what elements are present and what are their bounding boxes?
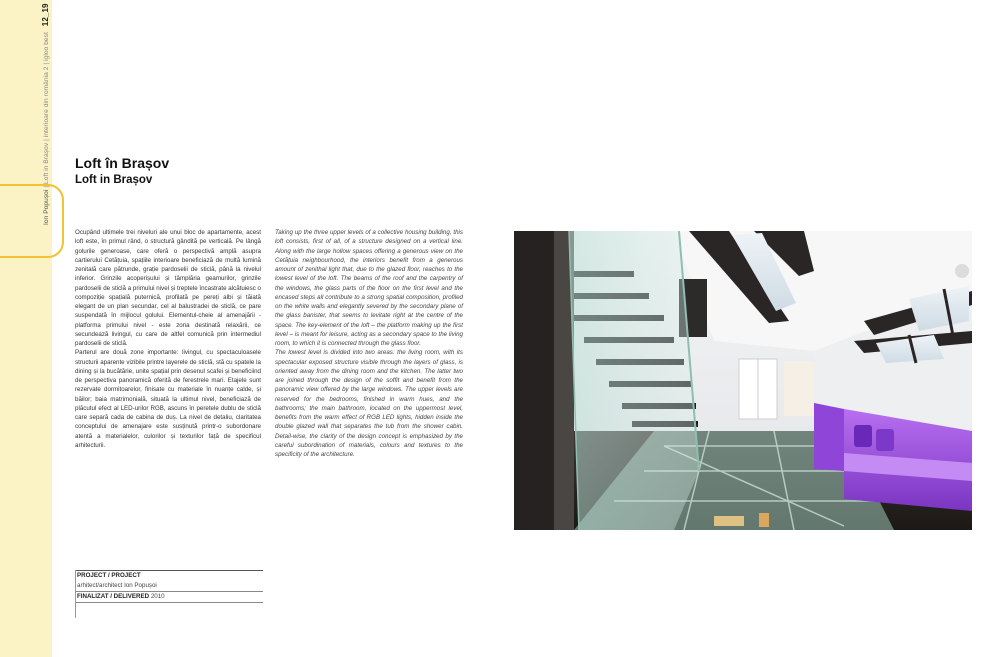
project-label: PROJECT / PROJECT bbox=[77, 572, 141, 579]
running-head-separator: | bbox=[43, 183, 50, 188]
paragraph-ro-1: Ocupând ultimele trei niveluri ale unui bloc de apartamente, acest loft este, în primul rând, o structură gândită pe verticală. Pe lângă golurile generoase, care oferă o perspectivă amplă asupra cartierului Cetățuia, spațiile interioare beneficiază de multă lumină zenitală care pătrunde, grație pardoselii de sticlă, până la nivelul inferior. Grinzile acoperișului și tâmplăria geamurilor, grinzile pardoselii de sticlă a primului nivel și treptele încastrate alcătuiesc o compoziție spațială puternică, profilată pe pereți albi și tăiată elegant de un plan secundar, cel al balustradei de sticlă, ce pare suspendată în mijlocul golului. Elementul-cheie al amenajării - platforma primului nivel - este zona destinată relaxării, ce secundează livingul, cu care de altfel comunică prin intermediul pardoselii de sticlă. bbox=[75, 229, 261, 347]
body-text-romanian bbox=[75, 228, 261, 450]
delivered-year: 2010 bbox=[150, 593, 165, 600]
credits-left-rule bbox=[75, 570, 76, 618]
paragraph-ro-2: Parterul are două zone importante: livingul, cu spectaculoasele structurii aparente vizibile printre layerele de sticlă, stă cu spatele la dining și la bucătărie, unite spațial prin desenul scafei și beneficiind de perspectiva panoramică oferită de ferestrele mari. Etajele sunt rezervate dormitoarelor, finisate cu materiale în nuanțe calde, și băilor; baia matrimonială, situată la ultimul nivel, beneficiază de plăcutul efect al LED-urilor RGB, ascuns în peretele dublu de sticlă care separă cada de cabina de duș. La nivel de detaliu, claritatea conceptului de amenajare este susținută printr-o subordonare atentă a materialelor, culorilor și texturilor față de specificul arhitecturii. bbox=[75, 349, 261, 449]
section-tab-outline bbox=[0, 184, 64, 258]
project-credits bbox=[75, 570, 263, 603]
body-text-english bbox=[275, 228, 463, 459]
paragraph-en-2: The lowest level is divided into two areas: the living room, with its spectacular exposed structure visible through the layers of glass, is oriented away from the dining room and the kitchen. The latter two are joined through the design of the soffit and benefit from the panoramic view offered by the large windows. The upper levels are reserved for the bedrooms, finished in warm hues, and the bathrooms; the main bathroom, located on the uppermost level, benefits from the warm effect of RGB LED lights, hidden inside the double glazed wall that separates the tub from the shower cabin. Detail-wise, the clarity of the design concept is emphasized by the careful subordination of materials, colours and textures to the specificity of the architecture. bbox=[275, 349, 463, 458]
article-title-en: Loft in Brașov bbox=[75, 174, 153, 186]
running-head-author: Ion Popușoi bbox=[43, 189, 50, 225]
loft-interior-photo bbox=[514, 231, 972, 530]
article-title-ro: Loft în Brașov bbox=[75, 155, 170, 171]
paragraph-en-1: Taking up the three upper levels of a collective housing building, this loft consists, first of all, of a structure designed on a vertical line. Along with the large hollow spaces offering a generous view on the Cetățuia neighbourhood, the interiors benefit from a generous amount of zenithal light that, due to the glazed floor, reaches to the lowest level of the loft. The beams of the roof and the carpentry of the windows, the glass parts of the floor on the first level and the encased steps all contribute to a strong spatial composition, profiled on the white walls and elegantly severed by the secondary plane of the glass banister, that seems to levitate right at the centre of the space. The key-element of the loft – the platform making up the first level – is meant for leisure, acting as a secondary space to the living room, to which it is connected through the glass floor. bbox=[275, 229, 463, 347]
page-numbers: 12_19 bbox=[41, 3, 50, 27]
credits-bottom-rule bbox=[75, 602, 263, 603]
architect-credit: arhitect/architect Ion Popușoi bbox=[77, 582, 157, 589]
running-head-section: Loft in Brașov | interioare din românia 2 | igloo best bbox=[43, 32, 50, 184]
delivered-label: FINALIZAT / DELIVERED bbox=[77, 593, 150, 600]
